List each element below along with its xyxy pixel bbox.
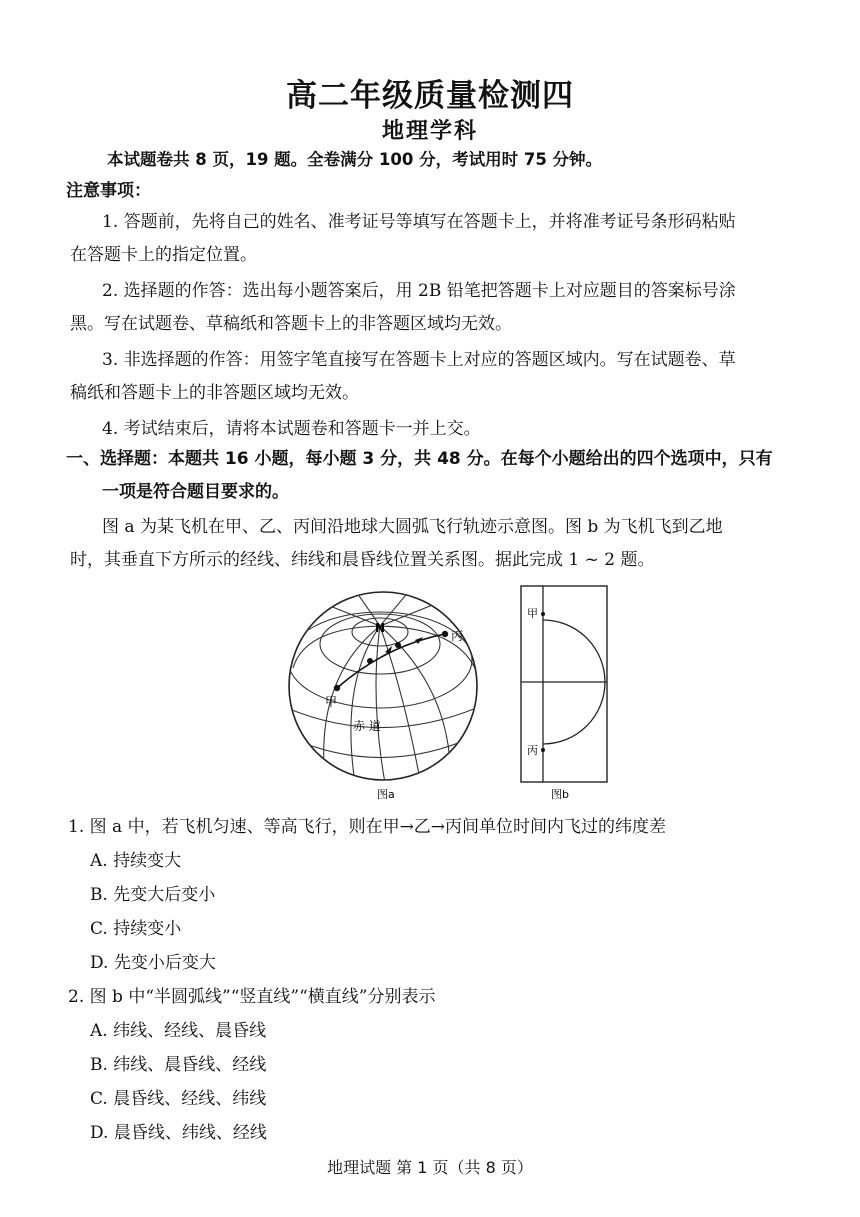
intro-text: 时，其垂直下方所示的经线、纬线和晨昏线位置关系图。据此完成 1 ~ 2 题。 bbox=[70, 550, 655, 570]
note-line: 4. 考试结束后，请将本试题卷和答题卡一并上交。 bbox=[102, 419, 481, 439]
question-1-option: B. 先变大后变小 bbox=[90, 885, 216, 905]
question-2-option: D. 晨昏线、纬线、经线 bbox=[90, 1123, 267, 1143]
figure-a-caption: 图a bbox=[377, 788, 395, 801]
page-title: 高二年级质量检测四 bbox=[286, 78, 574, 114]
note-line: 2. 选择题的作答：选出每小题答案后，用 2B 铅笔把答题卡上对应题目的答案标号涂 bbox=[102, 281, 736, 301]
page-footer: 地理试题 第 1 页（共 8 页） bbox=[327, 1158, 533, 1177]
question-1-option: A. 持续变大 bbox=[90, 851, 182, 871]
question-2-option: A. 纬线、经线、晨昏线 bbox=[90, 1021, 267, 1041]
note-line: 稿纸和答题卡上的非答题区域均无效。 bbox=[70, 383, 359, 403]
intro-text: 图 a 为某飞机在甲、乙、丙间沿地球大圆弧飞行轨迹示意图。图 b 为飞机飞到乙地 bbox=[102, 517, 723, 537]
figure-a-globe bbox=[285, 588, 485, 803]
figure-b-diagram bbox=[515, 582, 615, 804]
question-2-option: C. 晨昏线、经线、纬线 bbox=[90, 1089, 267, 1109]
question-1-option: D. 先变小后变大 bbox=[90, 953, 216, 973]
exam-info: 本试题卷共 8 页，19 题。全卷满分 100 分，考试用时 75 分钟。 bbox=[107, 150, 603, 169]
section-heading-cont: 一项是符合题目要求的。 bbox=[102, 482, 289, 502]
label-jia: 甲 bbox=[325, 695, 338, 709]
question-1-stem: 1. 图 a 中，若飞机匀速、等高飞行，则在甲→乙→丙间单位时间内飞过的纬度差 bbox=[68, 817, 667, 837]
label-north: N bbox=[375, 621, 386, 635]
label-b-jia: 甲 bbox=[527, 607, 538, 620]
label-equator: 赤 道 bbox=[353, 719, 381, 733]
figure-b-caption: 图b bbox=[551, 788, 569, 801]
label-bing: 丙 bbox=[451, 629, 464, 643]
question-1-option: C. 持续变小 bbox=[90, 919, 182, 939]
notes-heading: 注意事项： bbox=[66, 181, 151, 201]
note-line: 3. 非选择题的作答：用签字笔直接写在答题卡上对应的答题区域内。写在试题卷、草 bbox=[102, 350, 736, 370]
label-b-bing: 丙 bbox=[527, 744, 538, 757]
page-subtitle: 地理学科 bbox=[381, 119, 478, 144]
question-2-option: B. 纬线、晨昏线、经线 bbox=[90, 1055, 267, 1075]
note-line: 黑。写在试题卷、草稿纸和答题卡上的非答题区域均无效。 bbox=[70, 314, 512, 334]
note-line: 1. 答题前，先将自己的姓名、准考证号等填写在答题卡上，并将准考证号条形码粘贴 bbox=[102, 212, 736, 232]
section-heading: 一、选择题：本题共 16 小题，每小题 3 分，共 48 分。在每个小题给出的四个选项中，只有 bbox=[66, 449, 773, 469]
question-2-stem: 2. 图 b 中“半圆弧线”“竖直线”“横直线”分别表示 bbox=[68, 987, 436, 1007]
note-line: 在答题卡上的指定位置。 bbox=[70, 245, 257, 265]
